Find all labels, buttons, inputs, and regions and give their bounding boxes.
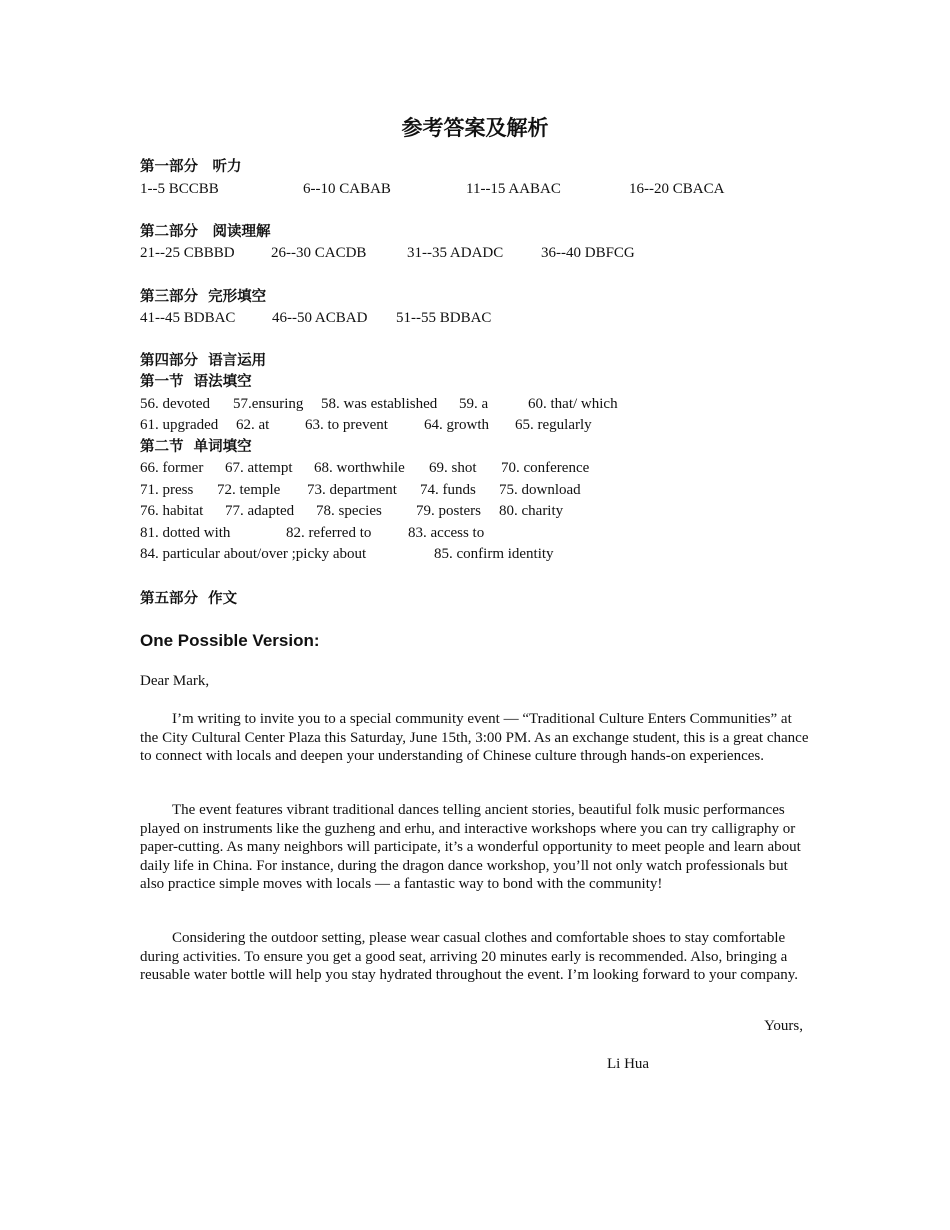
letter-signature: Li Hua (607, 1056, 650, 1072)
answer-item: 58. was established (321, 396, 438, 412)
answer-item: 63. to prevent (305, 417, 388, 433)
answer-item: 59. a (459, 396, 489, 412)
letter-paragraph: I’m writing to invite you to a special community event — “Traditional Culture Enters Communities” at the City Cultural Center Plaza this Saturday, June 15th, 3:00 PM. As an exchange student, this is a great chance to connect with locals and deepen your understanding of Chinese culture through hands-on experiences. (140, 711, 809, 764)
answer-item: 65. regularly (515, 417, 592, 433)
answer-item: 81. dotted with (140, 525, 231, 541)
answer-item: 84. particular about/over ;picky about (140, 546, 367, 562)
answer-item: 77. adapted (225, 503, 295, 519)
answer-item: 80. charity (499, 503, 564, 519)
answer-item: 76. habitat (140, 503, 204, 519)
letter-closing: Yours, (764, 1018, 803, 1034)
answer-item: 69. shot (429, 460, 477, 476)
answer-group: 41--45 BDBAC (140, 310, 236, 326)
answer-item: 67. attempt (225, 460, 293, 476)
answer-group: 51--55 BDBAC (396, 310, 492, 326)
answer-item: 78. species (316, 503, 382, 519)
letter-paragraph: Considering the outdoor setting, please wear casual clothes and comfortable shoes to stay comfortable during activities. To ensure you get a good seat, arriving 20 minutes early is recommended. Also, bringing a reusable water bottle will help you stay hydrated throughout the event. I’m looking forward to your company. (140, 930, 799, 983)
letter-greeting: Dear Mark, (140, 673, 210, 689)
answer-group: 1--5 BCCBB (140, 181, 219, 197)
part3-heading: 第三部分 完形填空 (140, 289, 267, 305)
version-label: One Possible Version: (140, 631, 320, 650)
answer-group: 16--20 CBACA (629, 181, 725, 197)
part1-heading: 第一部分 听力 (140, 159, 242, 175)
answer-item: 61. upgraded (140, 417, 219, 433)
answer-item: 62. at (236, 417, 270, 433)
answer-group: 31--35 ADADC (407, 245, 504, 261)
answer-item: 60. that/ which (528, 396, 618, 412)
part5-heading: 第五部分 作文 (140, 591, 238, 607)
part4-section1-heading: 第一节 语法填空 (140, 374, 252, 390)
answer-item: 56. devoted (140, 396, 210, 412)
answer-item: 79. posters (416, 503, 481, 519)
answer-item: 85. confirm identity (434, 546, 554, 562)
answer-item: 68. worthwhile (314, 460, 405, 476)
answer-item: 70. conference (501, 460, 590, 476)
part4-heading: 第四部分 语言运用 (140, 353, 267, 369)
answer-item: 72. temple (217, 482, 281, 498)
answer-group: 26--30 CACDB (271, 245, 367, 261)
answer-item: 57.ensuring (233, 396, 304, 412)
answer-group: 46--50 ACBAD (272, 310, 368, 326)
answer-group: 6--10 CABAB (303, 181, 391, 197)
answer-group: 11--15 AABAC (466, 181, 561, 197)
part2-heading: 第二部分 阅读理解 (140, 224, 271, 240)
answer-item: 66. former (140, 460, 204, 476)
answer-item: 82. referred to (286, 525, 372, 541)
part4-section2-heading: 第二节 单词填空 (140, 439, 252, 455)
answer-item: 75. download (499, 482, 581, 498)
answer-item: 71. press (140, 482, 194, 498)
answer-item: 83. access to (408, 525, 485, 541)
answer-group: 21--25 CBBBD (140, 245, 235, 261)
answer-item: 73. department (307, 482, 397, 498)
answer-item: 64. growth (424, 417, 489, 433)
answer-group: 36--40 DBFCG (541, 245, 635, 261)
answer-item: 74. funds (420, 482, 476, 498)
letter-paragraph: The event features vibrant traditional dances telling ancient stories, beautiful folk music performances played on instruments like the guzheng and erhu, and interactive workshops where you can try calligraphy or paper-cutting. As many neighbors will participate, it’s a wonderful opportunity to meet people and learn about daily life in China. For instance, during the dragon dance workshop, you’ll not only watch professionals but also practice simple moves with locals — a fantastic way to bond with the community! (140, 802, 801, 892)
page-title: 参考答案及解析 (401, 116, 549, 140)
